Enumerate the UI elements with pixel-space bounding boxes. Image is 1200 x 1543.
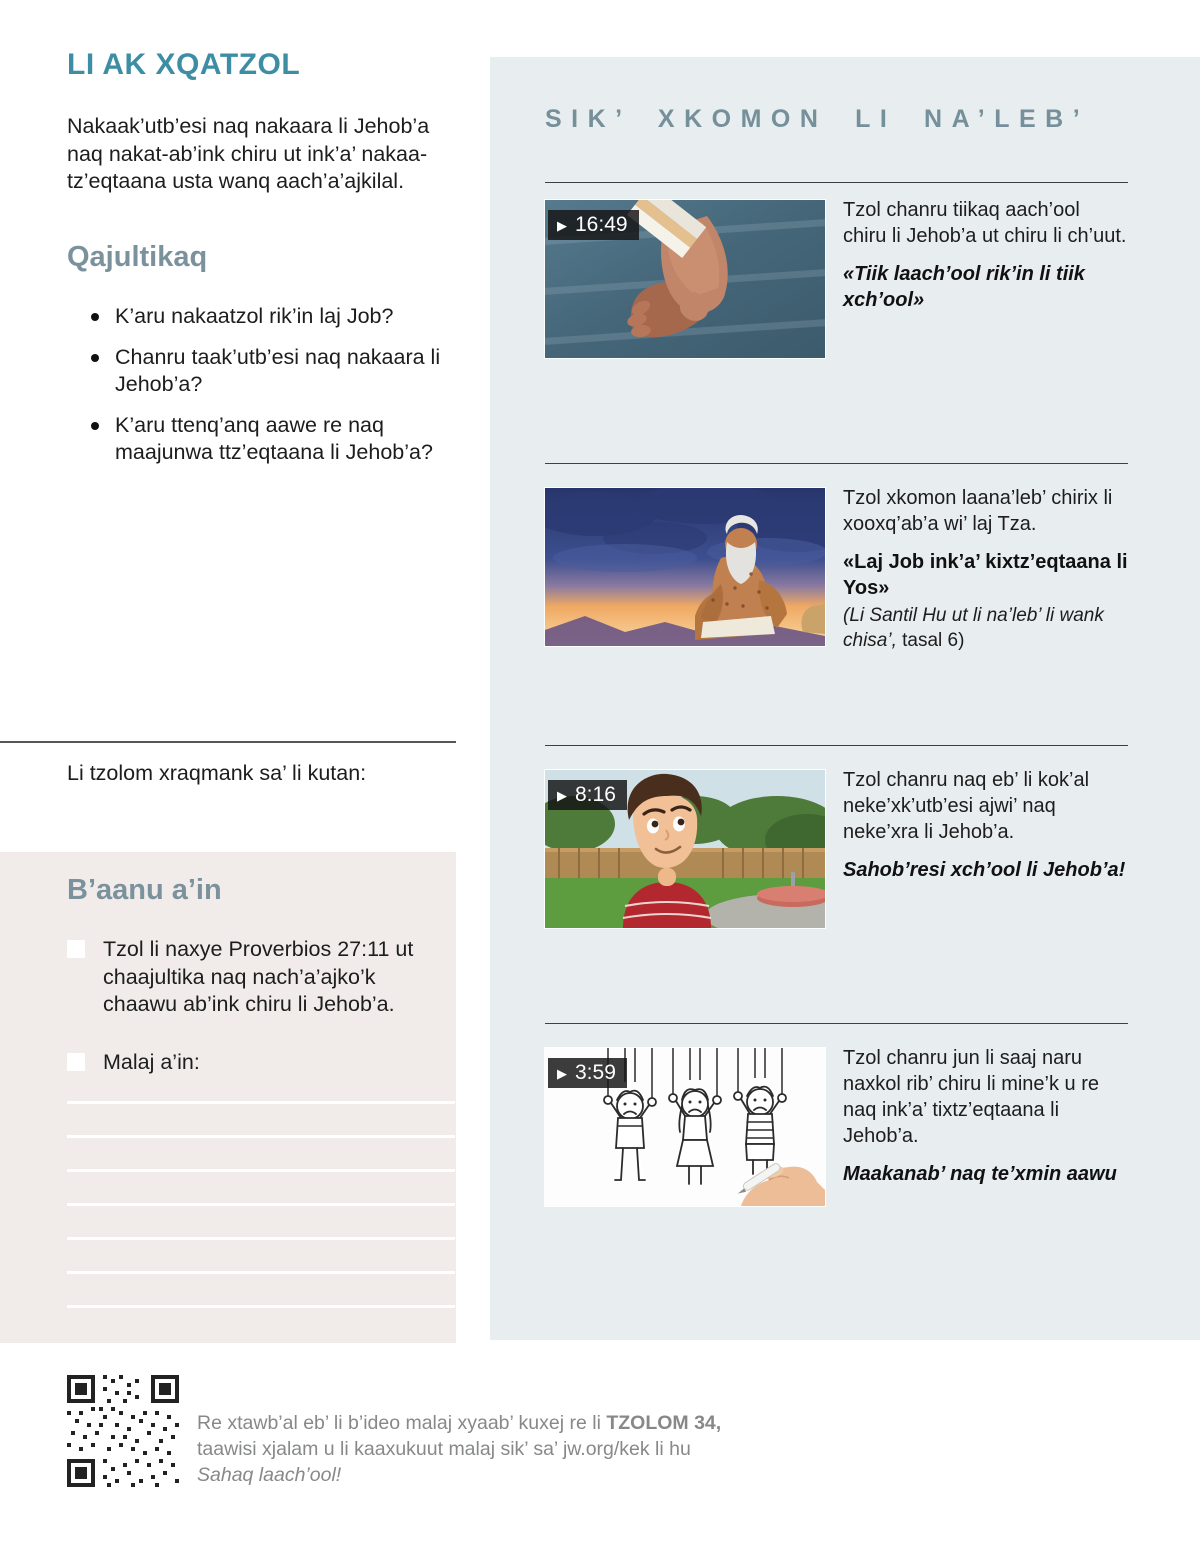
todo-box — [0, 852, 456, 1343]
todo-item — [67, 936, 441, 1019]
question-text: Chanru taak’utb’esi naq nakaara li Jehob’a? — [115, 344, 441, 396]
write-line — [67, 1271, 455, 1274]
video-panel — [490, 57, 1200, 1340]
footer-line-2: taawisi xjalam u li kaaxukuut malaj sik’ sa’ jw.org/kek li hu — [197, 1438, 691, 1460]
footer-note — [197, 1410, 727, 1488]
page-title: LI AK XQATZOL — [67, 48, 301, 81]
video-description: Tzol chanru tiikaq aach’ool chiru li Jehob’a ut chiru li ch’uut. — [843, 199, 1127, 247]
video-item — [545, 770, 1128, 928]
video-divider — [545, 182, 1128, 183]
completed-date-label: Li tzolom xraqmank sa’ li kutan: — [67, 761, 367, 785]
section-divider — [0, 741, 456, 743]
write-line — [67, 1169, 455, 1172]
question-text: K’aru nakaatzol rik’in laj Job? — [115, 304, 394, 328]
duration-text: 16:49 — [575, 213, 628, 236]
review-heading: Qajultikaq — [67, 241, 208, 273]
play-icon: ▶ — [557, 218, 567, 233]
checkbox[interactable] — [67, 1053, 85, 1071]
video-description: Tzol chanru naq eb’ li kok’al neke’xk’utb’esi ajwi’ naq neke’xra li Jehob’a. — [843, 769, 1090, 843]
checkbox[interactable] — [67, 940, 85, 958]
video-thumbnail-whiteboard[interactable] — [545, 1048, 825, 1206]
video-thumbnail-clasped-hands[interactable] — [545, 200, 825, 358]
video-item — [545, 488, 1128, 653]
intro-paragraph: Nakaak’utb’esi naq nakaara li Jehob’a naq nakat-ab’ink chiru ut ink’a’ nakaatz’eqtaana usta wanq aach’a’ajkilal. — [67, 114, 430, 193]
footer-text-regular: Re xtawb’al eb’ li b’ideo malaj xyaab’ kuxej re li — [197, 1412, 607, 1434]
question-item — [67, 412, 471, 467]
video-text — [843, 488, 1128, 653]
video-text — [843, 1048, 1128, 1187]
bullet-icon — [91, 354, 99, 362]
write-line — [67, 1305, 455, 1308]
bullet-icon — [91, 422, 99, 430]
video-item — [545, 1048, 1128, 1206]
video-divider — [545, 745, 1128, 746]
todo-item — [67, 1049, 441, 1077]
review-questions-list — [67, 303, 471, 480]
duration-text: 3:59 — [575, 1061, 616, 1084]
video-title: Maakanab’ naq te’xmin aawu — [843, 1163, 1117, 1185]
todo-item-text: Tzol li naxye Proverbios 27:11 ut chaajultika naq nach’a’ajko’k chaawu ab’ink chiru li Jehob’a. — [103, 937, 414, 1016]
video-title: «Laj Job ink’a’ kixtz’eqtaana li Yos» — [843, 551, 1128, 599]
play-icon: ▶ — [557, 788, 567, 803]
duration-badge — [548, 780, 627, 810]
duration-badge — [548, 210, 639, 240]
job-illustration — [545, 488, 825, 646]
bullet-icon — [91, 313, 99, 321]
write-line — [67, 1135, 455, 1138]
video-text — [843, 770, 1128, 883]
play-icon: ▶ — [557, 1066, 567, 1081]
video-divider — [545, 463, 1128, 464]
video-title: «Tiik laach’ool rik’in li tiik xch’ool» — [843, 263, 1085, 311]
write-in-lines — [67, 1101, 455, 1339]
qr-code-icon — [67, 1375, 179, 1487]
question-text: K’aru ttenq’anq aawe re naq maajunwa ttz’eqtaana li Jehob’a? — [115, 412, 433, 464]
duration-text: 8:16 — [575, 783, 616, 806]
video-panel-heading: SIK’ XKOMON LI NA’LEB’ — [545, 105, 1090, 133]
video-source-regular: tasal 6) — [896, 630, 965, 651]
video-description: Tzol chanru jun li saaj naru naxkol rib’ chiru li mine’k u re naq ink’a’ tixtz’eqtaana li Jehob’a. — [843, 1047, 1100, 1147]
video-text — [843, 200, 1128, 313]
todo-item-text: Malaj a’in: — [103, 1050, 200, 1074]
video-thumbnail-job[interactable] — [545, 488, 825, 646]
video-title: Sahob’resi xch’ool li Jehob’a! — [843, 859, 1126, 881]
video-source — [843, 603, 1128, 653]
video-source-italic: (Li Santil Hu ut li na’leb’ li wank chisa’, — [843, 605, 1104, 651]
video-thumbnail-boy-playground[interactable] — [545, 770, 825, 928]
question-item — [67, 344, 471, 399]
footer-text-bold: TZOLOM 34, — [606, 1412, 722, 1434]
todo-heading: B’aanu a’in — [67, 874, 222, 906]
qr-code — [67, 1375, 179, 1487]
footer-line-1 — [197, 1410, 727, 1436]
question-item — [67, 303, 471, 331]
write-line — [67, 1203, 455, 1206]
duration-badge — [548, 1058, 627, 1088]
write-line — [67, 1101, 455, 1104]
write-line — [67, 1237, 455, 1240]
footer-line-3: Sahaq laach’ool! — [197, 1464, 342, 1486]
video-divider — [545, 1023, 1128, 1024]
video-item — [545, 200, 1128, 358]
video-description: Tzol xkomon laana’leb’ chirix li xooxq’ab’a wi’ laj Tza. — [843, 487, 1113, 535]
